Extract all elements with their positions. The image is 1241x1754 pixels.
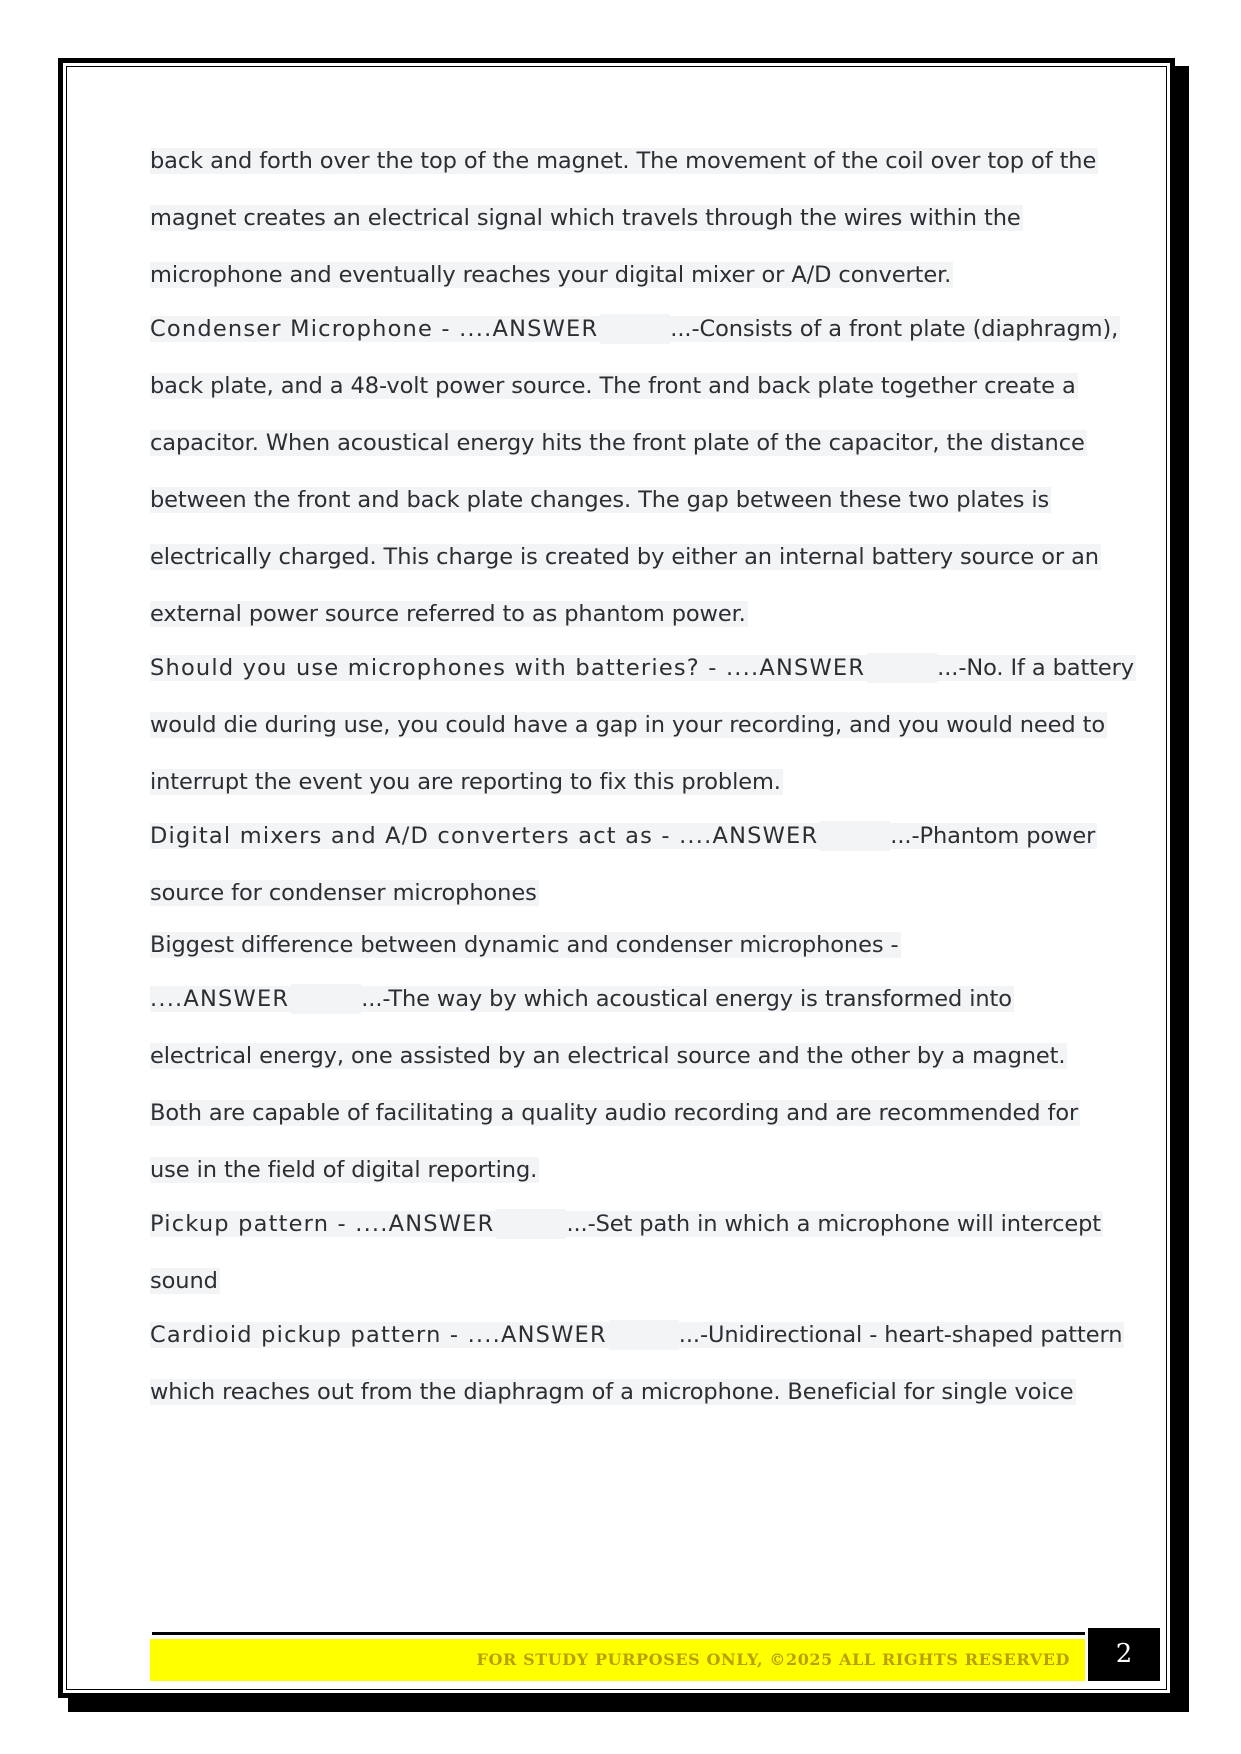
text-line: which reaches out from the diaphragm of a microphone. Beneficial for single voice (150, 1379, 1074, 1405)
document-body (150, 146, 1135, 1407)
qa-pickup-pattern (150, 1209, 1100, 1296)
qa-microphone-batteries (150, 653, 1135, 797)
text-line: microphone and eventually reaches your digital mixer or A/D converter. (150, 262, 952, 288)
text-line: back and forth over the top of the magnet. The movement of the coil over top of the (150, 148, 1097, 174)
question-term: Cardioid pickup pattern - ....ANSWER (150, 1322, 607, 1348)
answer-gap (600, 314, 670, 344)
answer-gap (820, 821, 890, 851)
qa-digital-mixers (150, 821, 1100, 908)
text-line: capacitor. When acoustical energy hits the front plate of the capacitor, the distance (150, 430, 1085, 456)
text-line: sound (150, 1268, 218, 1294)
question-term-continued: ....ANSWER (150, 986, 290, 1012)
question-term: Digital mixers and A/D converters act as - ....ANSWER (150, 823, 819, 849)
question-term: Condenser Microphone - ....ANSWER (150, 316, 599, 342)
text-line: interrupt the event you are reporting to fix this problem. (150, 769, 781, 795)
qa-condenser-microphone (150, 314, 1119, 629)
paragraph-continuation (150, 146, 1100, 290)
text-line: would die during use, you could have a gap in your recording, and you would need to (150, 712, 1106, 738)
text-line: magnet creates an electrical signal which travels through the wires within the (150, 205, 1021, 231)
answer-text: ...-No. If a battery (937, 655, 1135, 681)
answer-gap (867, 653, 937, 683)
page-number: 2 (1088, 1628, 1160, 1681)
answer-text: ...-Phantom power (890, 823, 1096, 849)
answer-gap (291, 984, 361, 1014)
question-term: Should you use microphones with batteries? - ....ANSWER (150, 655, 866, 681)
footer-rule (152, 1632, 1085, 1635)
question-term: Biggest difference between dynamic and condenser microphones - (150, 932, 899, 958)
text-line: electrically charged. This charge is created by either an internal battery source or an (150, 544, 1099, 570)
text-line: between the front and back plate changes. The gap between these two plates is (150, 487, 1050, 513)
answer-text: ...-Set path in which a microphone will intercept (566, 1211, 1101, 1237)
answer-text: ...-Unidirectional - heart-shaped pattern (678, 1322, 1123, 1348)
answer-gap (609, 1320, 679, 1350)
text-line: source for condenser microphones (150, 880, 537, 906)
footer-notice: FOR STUDY PURPOSES ONLY, ©2025 ALL RIGHTS RESERVED (476, 1650, 1070, 1669)
answer-gap (496, 1209, 566, 1239)
text-line: external power source referred to as phantom power. (150, 601, 746, 627)
text-line: Both are capable of facilitating a quality audio recording and are recommended for (150, 1100, 1079, 1126)
qa-biggest-difference (150, 930, 1100, 1185)
text-line: use in the field of digital reporting. (150, 1157, 538, 1183)
answer-text: ...-The way by which acoustical energy is transformed into (361, 986, 1012, 1012)
question-term: Pickup pattern - ....ANSWER (150, 1211, 495, 1237)
text-line: electrical energy, one assisted by an electrical source and the other by a magnet. (150, 1043, 1066, 1069)
qa-cardioid-pattern (150, 1320, 1123, 1407)
text-line: back plate, and a 48-volt power source. The front and back plate together create a (150, 373, 1076, 399)
answer-text: ...-Consists of a front plate (diaphragm), (670, 316, 1119, 342)
